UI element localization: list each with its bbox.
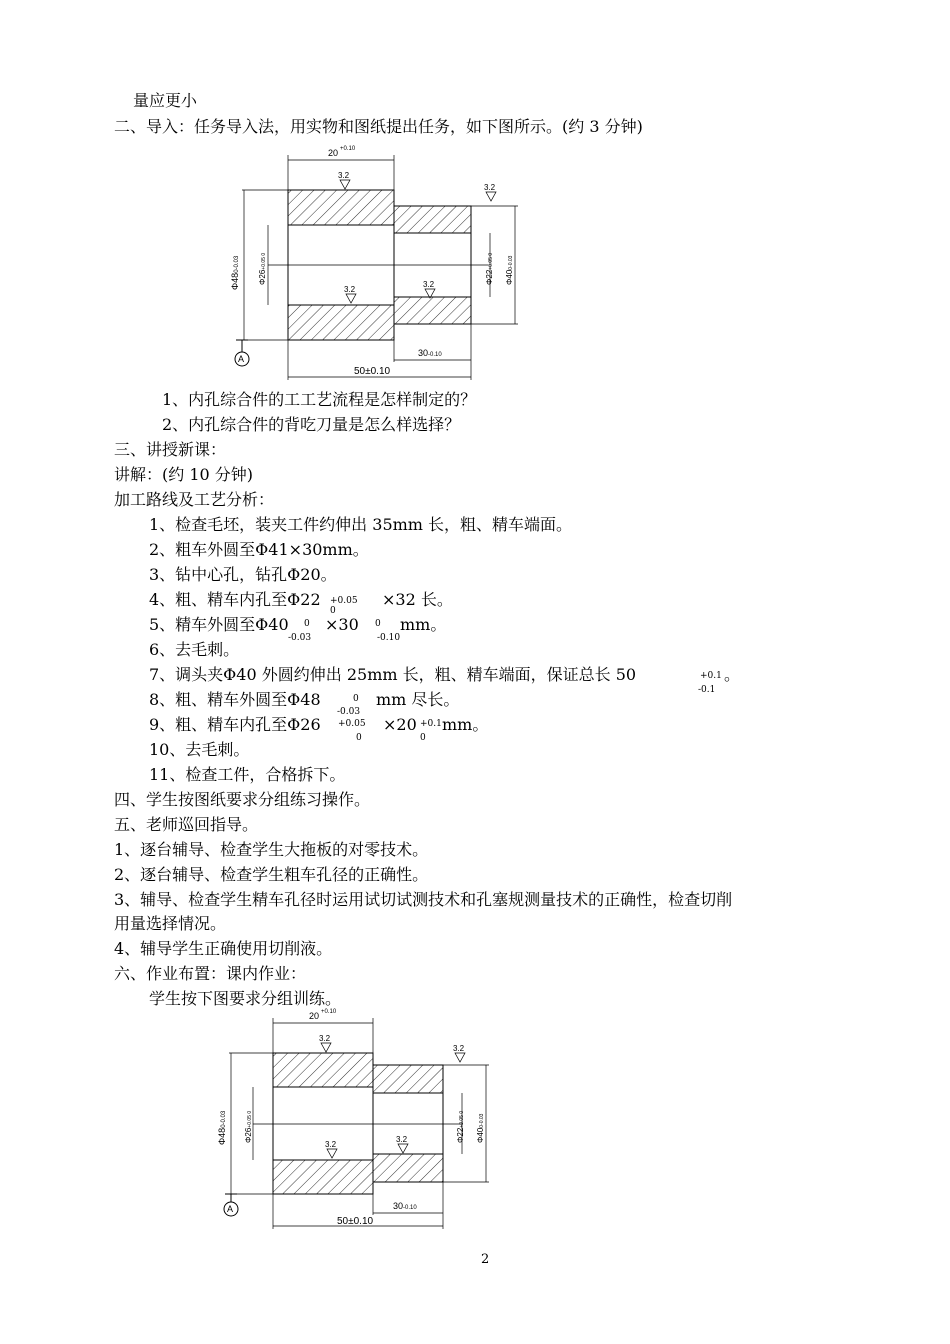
step-5-mid: ×30 — [325, 615, 359, 634]
datum-a: A — [238, 354, 245, 364]
roughness-6: 3.2 — [453, 1044, 465, 1053]
dia-bore-left-label-2: Φ26+0.05 0 — [244, 1110, 253, 1143]
step-8: 8、粗、精车外圆至Φ48 — [149, 690, 321, 709]
step-4-tail: ×32 长。 — [382, 590, 453, 609]
tol-4-lower: 0 — [330, 606, 336, 616]
guide-3a: 3、辅导、检查学生精车孔径时运用试切试测技术和孔塞规测量技术的正确性，检查切削 — [114, 890, 733, 909]
part-drawing-1 — [228, 140, 528, 380]
step-2: 2、粗车外圆至Φ41×30mm。 — [149, 540, 369, 559]
section-5-heading: 五、老师巡回指导。 — [114, 815, 259, 834]
part-drawing-2 — [213, 1003, 513, 1243]
dim-step-label: 30-0.10 — [418, 348, 442, 358]
roughness-8: 3.2 — [396, 1135, 408, 1144]
tol-5b-lower: -0.10 — [377, 633, 401, 643]
section-3-route: 加工路线及工艺分析： — [114, 490, 275, 509]
tol-9b-upper: +0.1 — [420, 719, 442, 729]
section-3-explain: 讲解：(约 10 分钟) — [114, 465, 254, 484]
question-1: 1、内孔综合件的工工艺流程是怎样制定的？ — [162, 390, 477, 409]
step-7: 7、调头夹Φ40 外圆约伸出 25mm 长，粗、精车端面，保证总长 50 — [149, 665, 637, 684]
step-9-tail: mm。 — [442, 715, 489, 734]
step-1: 1、检查毛坯，装夹工件约伸出 35mm 长，粗、精车端面。 — [149, 515, 573, 534]
dia-step-label: Φ400-0.03 — [505, 255, 514, 285]
dim-bottom-label-2: 50±0.10 — [337, 1216, 374, 1227]
roughness-7: 3.2 — [325, 1140, 337, 1149]
tol-7-lower: -0.1 — [698, 685, 716, 695]
section-4-heading: 四、学生按图纸要求分组练习操作。 — [114, 790, 371, 809]
step-3: 3、钻中心孔，钻孔Φ20。 — [149, 565, 337, 584]
tol-5b-upper: 0 — [375, 619, 381, 629]
section-3-heading: 三、讲授新课： — [114, 440, 227, 459]
tol-8-upper: 0 — [353, 694, 359, 704]
roughness-5: 3.2 — [319, 1034, 331, 1043]
dim-top-tol-2: +0.10 — [321, 1009, 337, 1015]
tol-5a-lower: -0.03 — [288, 633, 312, 643]
tol-9-upper: +0.05 — [338, 719, 366, 729]
tol-5a-upper: 0 — [304, 619, 310, 629]
step-9-mid: ×20 — [383, 715, 417, 734]
roughness-3: 3.2 — [344, 285, 356, 294]
dia-step-label-2: Φ400-0.03 — [476, 1113, 485, 1143]
step-9: 9、粗、精车内孔至Φ26 — [149, 715, 321, 734]
step-5-tail: mm。 — [400, 615, 447, 634]
section-2-heading: 二、导入：任务导入法，用实物和图纸提出任务，如下图所示。(约 3 分钟) — [114, 117, 643, 136]
dim-top-label: 20 — [328, 148, 339, 158]
dia-outer-label: Φ480-0.03 — [230, 255, 240, 290]
dim-top-tol: +0.10 — [340, 146, 356, 152]
line-0: 量应更小 — [133, 91, 198, 110]
dia-bore-left-label: Φ26+0.05 0 — [258, 252, 267, 285]
dia-bore-right-label: Φ22+0.05 0 — [485, 252, 494, 285]
step-4: 4、粗、精车内孔至Φ22 — [149, 590, 321, 609]
guide-2: 2、逐台辅导、检查学生粗车孔径的正确性。 — [114, 865, 429, 884]
step-5: 5、精车外圆至Φ40 — [149, 615, 289, 634]
section-6-heading: 六、作业布置：课内作业： — [114, 964, 307, 983]
tol-8-lower: -0.03 — [337, 707, 361, 717]
step-10: 10、去毛刺。 — [149, 740, 250, 759]
datum-a-2: A — [227, 1204, 234, 1214]
step-7-tail: 。 — [724, 665, 741, 684]
dia-bore-right-label-2: Φ22+0.05 0 — [456, 1110, 465, 1143]
dim-top-label-2: 20 — [309, 1011, 320, 1021]
page-number: 2 — [481, 1252, 490, 1267]
dim-step-label-2: 30-0.10 — [393, 1201, 417, 1211]
guide-1: 1、逐台辅导、检查学生大拖板的对零技术。 — [114, 840, 429, 859]
tol-9-lower: 0 — [356, 733, 362, 743]
dia-outer-label-2: Φ480-0.03 — [217, 1110, 227, 1145]
tol-9b-lower: 0 — [420, 733, 426, 743]
step-6: 6、去毛刺。 — [149, 640, 240, 659]
question-2: 2、内孔综合件的背吃刀量是怎么样选择？ — [162, 415, 461, 434]
guide-4: 4、辅导学生正确使用切削液。 — [114, 939, 333, 958]
tol-4-upper: +0.05 — [330, 596, 358, 606]
dim-bottom-label: 50±0.10 — [354, 366, 391, 377]
guide-3b: 用量选择情况。 — [114, 914, 227, 933]
step-8-tail: mm 尽长。 — [376, 690, 460, 709]
section-6-task: 学生按下图要求分组训练。 — [149, 989, 342, 1008]
roughness-1: 3.2 — [338, 171, 350, 180]
roughness-4: 3.2 — [423, 280, 435, 289]
step-11: 11、检查工件，合格拆下。 — [149, 765, 346, 784]
roughness-2: 3.2 — [484, 183, 496, 192]
tol-7-upper: +0.1 — [700, 671, 722, 681]
